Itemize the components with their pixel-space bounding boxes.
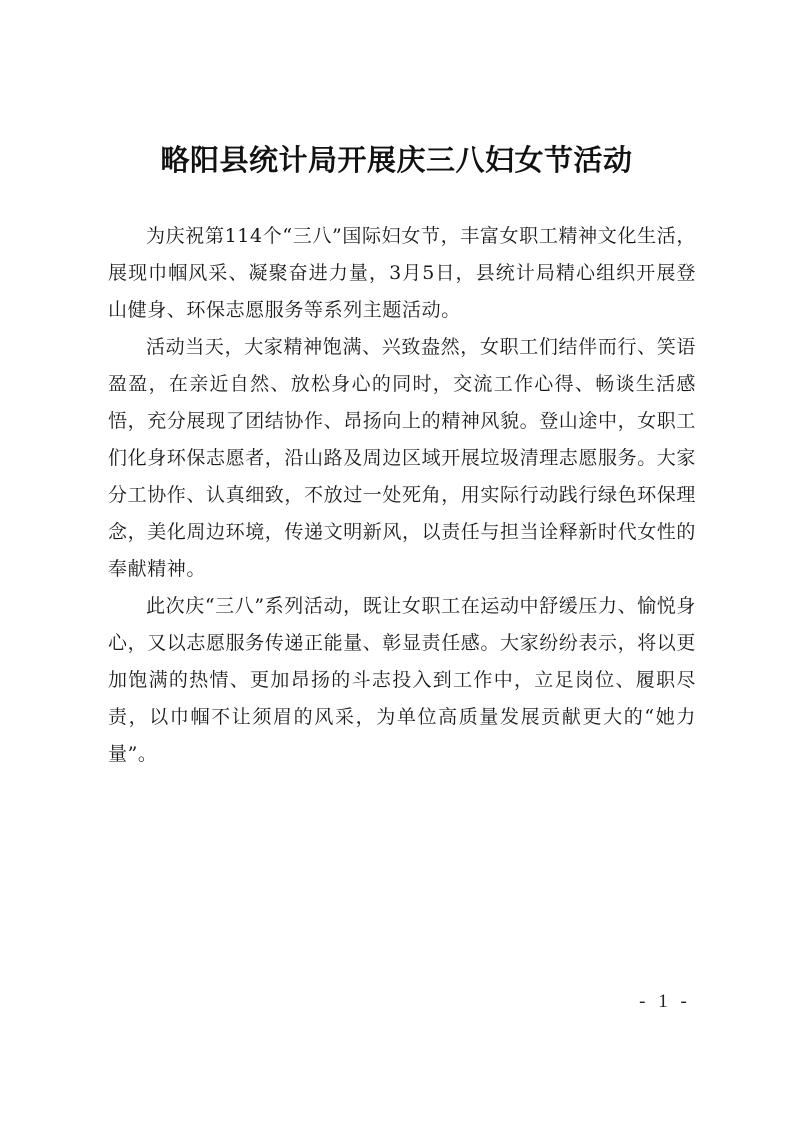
paragraph-1: 为庆祝第114个“三八”国际妇女节，丰富女职工精神文化生活，展现巾帼风采、凝聚奋进力量，3月5日，县统计局精心组织开展登山健身、环保志愿服务等系列主题活动。 bbox=[108, 225, 696, 321]
page-number: - 1 - bbox=[639, 991, 691, 1012]
paragraph-2: 活动当天，大家精神饱满、兴致盎然，女职工们结伴而行、笑语盈盈，在亲近自然、放松身心的同时，交流工作心得、畅谈生活感悟，充分展现了团结协作、昂扬向上的精神风貌。登山途中，女职工们化身环保志愿者，沿山路及周边区域开展垃圾清理志愿服务。大家分工协作、认真细致，不放过一处死角，用实际行动践行绿色环保理念，美化周边环境，传递文明新风，以责任与担当诠释新时代女性的奉献精神。 bbox=[108, 336, 697, 580]
document-body bbox=[108, 218, 696, 773]
paragraph-3: 此次庆“三八”系列活动，既让女职工在运动中舒缓压力、愉悦身心，又以志愿服务传递正能量、彰显责任感。大家纷纷表示，将以更加饱满的热情、更加昂扬的斗志投入到工作中，立足岗位、履职尽责，以巾帼不让须眉的风采，为单位高质量发展贡献更大的“她力量”。 bbox=[108, 595, 697, 765]
document-title: 略阳县统计局开展庆三八妇女节活动 bbox=[160, 143, 633, 177]
